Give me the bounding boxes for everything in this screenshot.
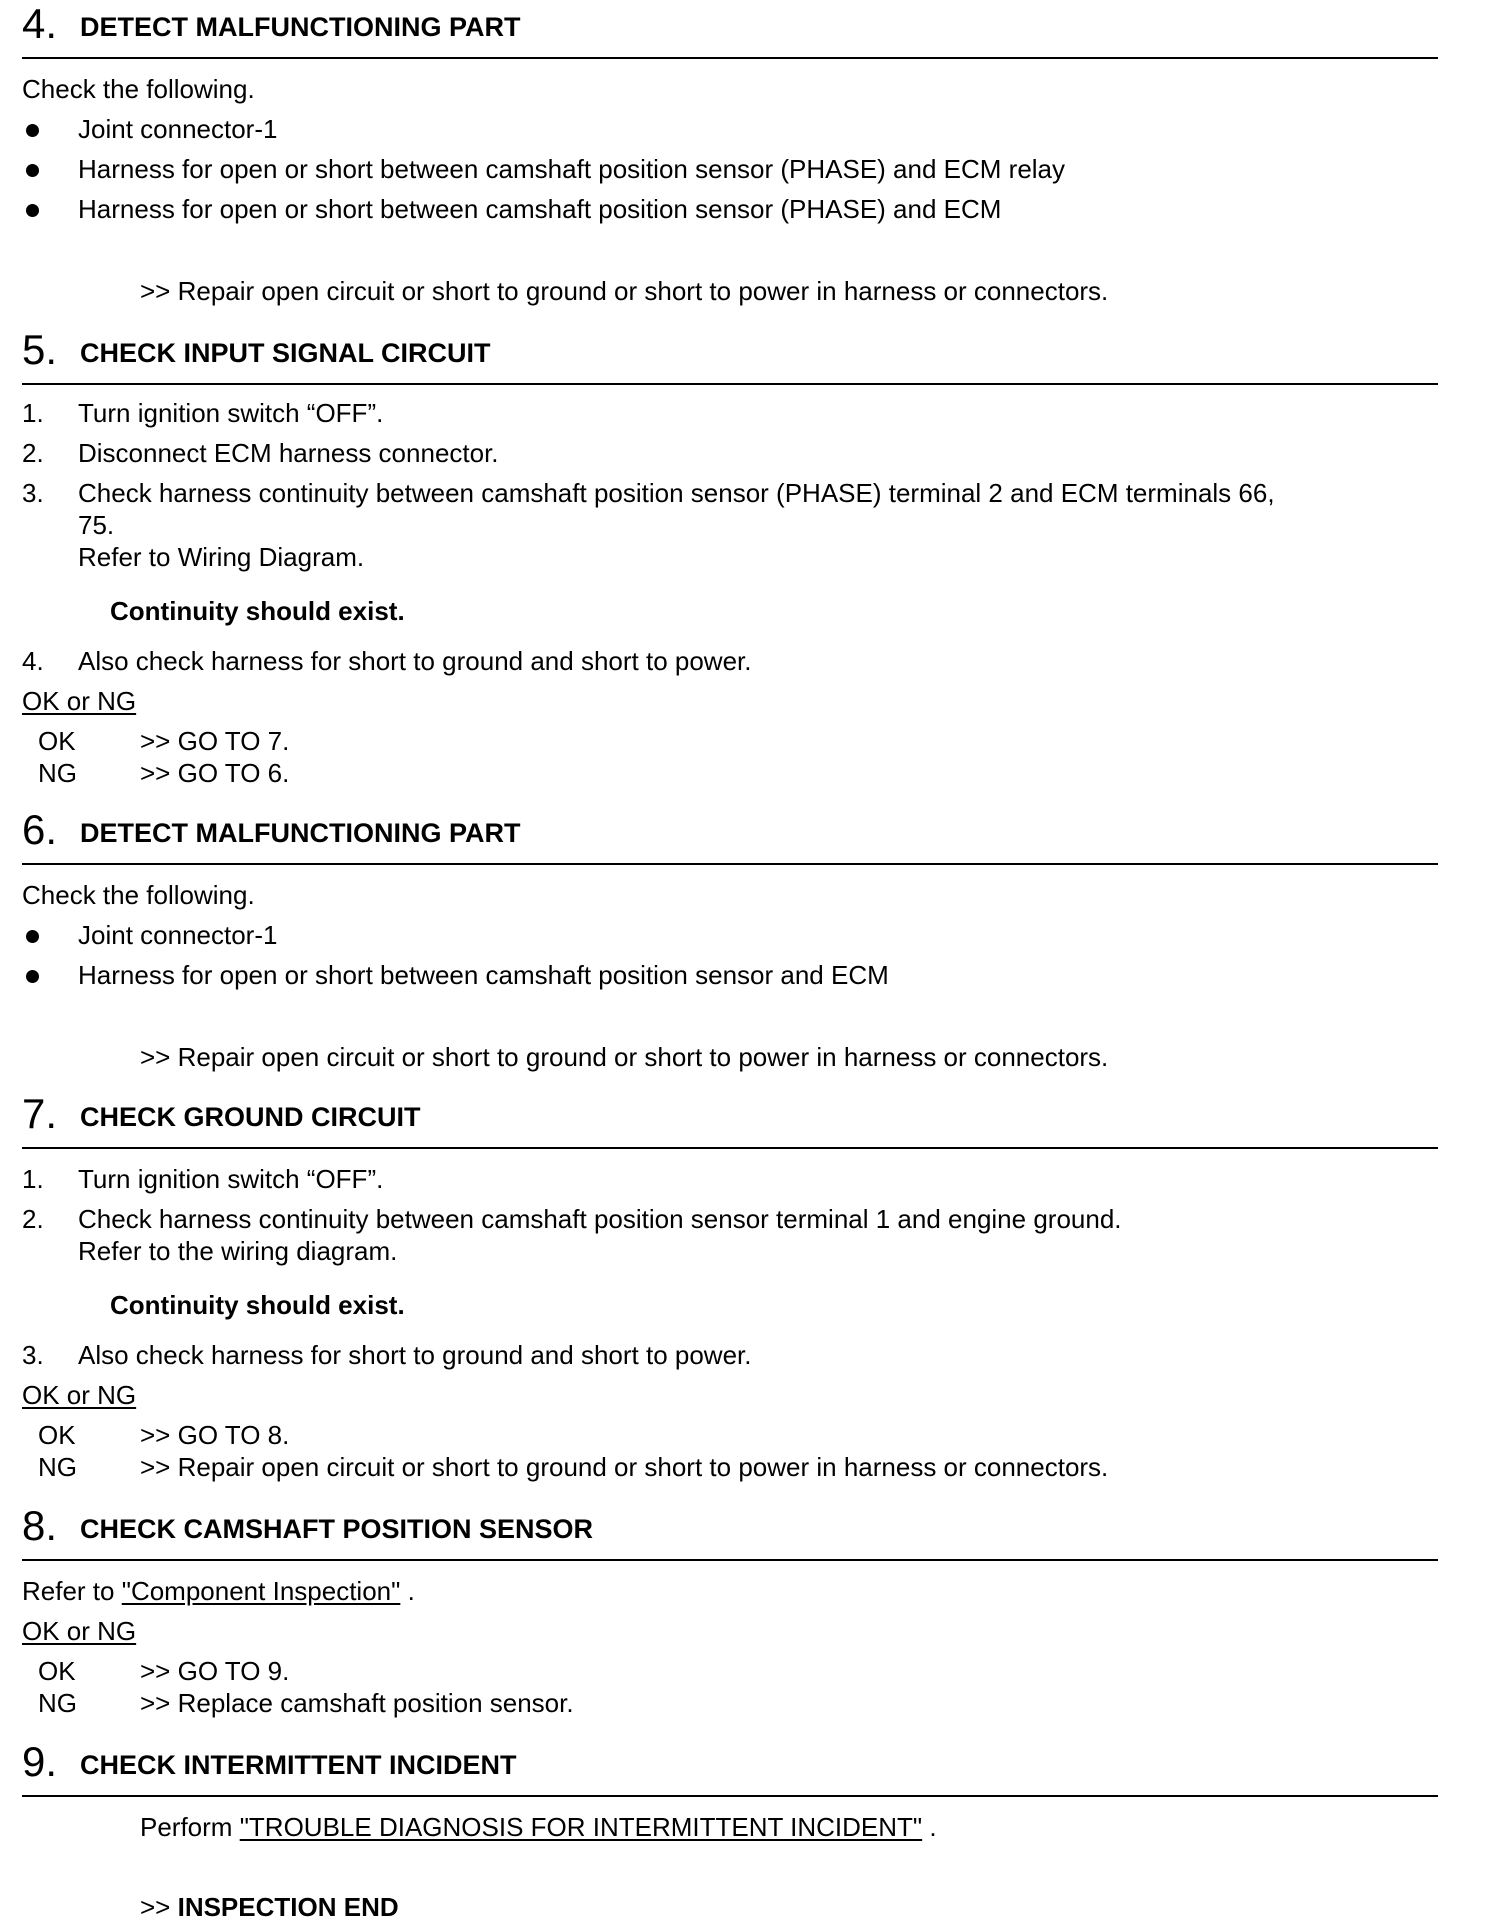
step-8-refer-prefix: Refer to [22,1576,122,1606]
step-4-intro: Check the following. [22,74,255,104]
step-7-item-2-refer: Refer to the wiring diagram. [78,1236,398,1266]
step-7-ok-label: OK [38,1420,76,1450]
step-6-bullet-2: Harness for open or short between camshaft position sensor and ECM [78,960,889,990]
step-5-divider [22,383,1438,385]
step-7-item-1-num: 1. [22,1164,44,1194]
step-6-number: 6. [22,806,58,853]
step-5-item-3-cont: 75. [78,510,115,540]
step-8-ok-label: OK [38,1656,76,1686]
step-8-ok-action: >> GO TO 9. [140,1656,290,1686]
step-8-refer-suffix: . [400,1576,415,1606]
step-9-perform-line [140,1812,937,1842]
step-5-item-1-num: 1. [22,398,44,428]
step-7-title: CHECK GROUND CIRCUIT [80,1102,421,1132]
step-8-divider [22,1559,1438,1561]
trouble-diagnosis-link[interactable]: "TROUBLE DIAGNOSIS FOR INTERMITTENT INCIDENT" [239,1812,923,1842]
bullet-icon [26,164,39,177]
step-9-end-line [140,1892,399,1922]
bullet-icon [26,970,39,983]
step-5-item-2: Disconnect ECM harness connector. [78,438,499,468]
step-9-end-arrow: >> [140,1892,178,1922]
step-5-ok-label: OK [38,726,76,756]
step-8-title: CHECK CAMSHAFT POSITION SENSOR [80,1514,594,1544]
step-8-refer-line [22,1576,415,1606]
component-inspection-link[interactable]: "Component Inspection" [121,1576,401,1606]
step-6-intro: Check the following. [22,880,255,910]
step-5-ok-action: >> GO TO 7. [140,726,290,756]
bullet-icon [26,930,39,943]
step-7-number: 7. [22,1090,58,1137]
step-5-title: CHECK INPUT SIGNAL CIRCUIT [80,338,491,368]
step-7-spec: Continuity should exist. [110,1290,405,1320]
step-6-divider [22,863,1438,865]
step-7-item-1: Turn ignition switch “OFF”. [78,1164,384,1194]
bullet-icon [26,124,39,137]
step-4-divider [22,57,1438,59]
step-5-ok-ng-label: OK or NG [22,686,137,716]
step-4-title: DETECT MALFUNCTIONING PART [80,12,521,42]
step-5-item-4: Also check harness for short to ground and short to power. [78,646,752,676]
step-4-result: >> Repair open circuit or short to ground or short to power in harness or connectors. [140,276,1109,306]
step-5-item-3-num: 3. [22,478,44,508]
step-9-perform-prefix: Perform [140,1812,240,1842]
step-7-ng-action: >> Repair open circuit or short to ground or short to power in harness or connectors. [140,1452,1109,1482]
step-9-title: CHECK INTERMITTENT INCIDENT [80,1750,517,1780]
step-6-title: DETECT MALFUNCTIONING PART [80,818,521,848]
step-7-item-3: Also check harness for short to ground and short to power. [78,1340,752,1370]
step-5-item-2-num: 2. [22,438,44,468]
step-5-item-3-refer: Refer to Wiring Diagram. [78,542,365,572]
step-7-item-2: Check harness continuity between camshaft position sensor terminal 1 and engine ground. [78,1204,1122,1234]
step-9-divider [22,1795,1438,1797]
step-5-ng-label: NG [38,758,77,788]
step-4-bullet-2: Harness for open or short between camshaft position sensor (PHASE) and ECM relay [78,154,1066,184]
step-5-item-1: Turn ignition switch “OFF”. [78,398,384,428]
step-5-number: 5. [22,326,58,373]
step-7-item-3-num: 3. [22,1340,44,1370]
step-8-ng-label: NG [38,1688,77,1718]
step-7-ok-action: >> GO TO 8. [140,1420,290,1450]
step-7-ng-label: NG [38,1452,77,1482]
inspection-end-label: INSPECTION END [177,1892,399,1922]
step-6-result: >> Repair open circuit or short to ground or short to power in harness or connectors. [140,1042,1109,1072]
step-9-number: 9. [22,1738,58,1785]
step-5-item-4-num: 4. [22,646,44,676]
step-7-divider [22,1147,1438,1149]
step-8-ng-action: >> Replace camshaft position sensor. [140,1688,574,1718]
step-5-ng-action: >> GO TO 6. [140,758,290,788]
step-8-number: 8. [22,1502,58,1549]
step-7-item-2-num: 2. [22,1204,44,1234]
step-8-ok-ng-label: OK or NG [22,1616,137,1646]
step-4-bullet-1: Joint connector-1 [78,114,278,144]
step-4-number: 4. [22,0,58,47]
step-9-perform-suffix: . [922,1812,937,1842]
step-5-item-3: Check harness continuity between camshaft position sensor (PHASE) terminal 2 and ECM terminals 66, [78,478,1275,508]
step-6-bullet-1: Joint connector-1 [78,920,278,950]
step-5-spec: Continuity should exist. [110,596,405,626]
step-4-bullet-3: Harness for open or short between camshaft position sensor (PHASE) and ECM [78,194,1002,224]
bullet-icon [26,204,39,217]
step-7-ok-ng-label: OK or NG [22,1380,137,1410]
